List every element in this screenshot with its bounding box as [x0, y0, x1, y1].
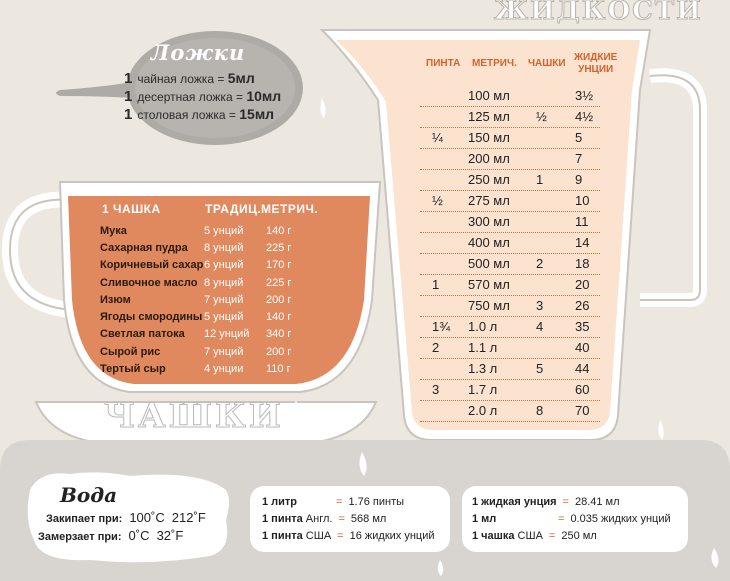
table-row: 1¾ 1.0 л 4 35 [420, 316, 600, 338]
spoon-row-dessert: 1 десертная ложка = 10мл [124, 88, 282, 105]
cup-header-metric: МЕТРИЧ. [261, 202, 319, 216]
ingredient-name: Ягоды смородины [100, 311, 203, 324]
spoons-title: Ложки [150, 40, 246, 65]
table-row: ¼ 150 мл 5 [420, 127, 600, 149]
table-row: 2 1.1 л 40 [420, 337, 600, 359]
table-row: 400 мл 14 [420, 232, 600, 254]
metric-value: 200 г [266, 293, 292, 306]
metric-value: 225 г [266, 276, 292, 289]
conversion-right-1: 1 мл = 0.035 жидких унций [472, 513, 671, 525]
trad-value: 5 унций [204, 224, 244, 237]
table-row: 250 мл 1 9 [420, 169, 600, 191]
table-row: 200 мл 7 [420, 148, 600, 170]
trad-value: 6 унций [204, 259, 244, 272]
metric-value: 110 г [266, 363, 291, 376]
water-boil: Закипает при: 100˚С 212˚F [46, 510, 206, 525]
cups-heading: ЧАШКИ [104, 396, 284, 436]
trad-value: 8 унций [204, 241, 244, 254]
trad-value: 4 унции [204, 363, 244, 376]
conversion-right-0: 1 жидкая унция = 28.41 мл [472, 496, 620, 508]
table-row: 2.0 л 8 70 [420, 400, 600, 422]
trad-value: 8 унций [204, 276, 244, 289]
table-row: 3 1.7 л 60 [420, 379, 600, 401]
table-row: 500 мл 2 18 [420, 253, 600, 275]
liquids-heading: ЖИДКОСТИ [494, 0, 703, 26]
table-row: 125 мл ½ 4½ [420, 106, 600, 128]
trad-value: 7 унций [204, 293, 244, 306]
metric-value: 170 г [266, 259, 292, 272]
conversion-right-2: 1 чашка США = 250 мл [472, 530, 597, 542]
jug-header-cups: ЧАШКИ [528, 58, 566, 69]
table-row: 1.3 л 5 44 [420, 358, 600, 380]
water-freeze: Замерзает при: 0˚С 32˚F [38, 528, 184, 543]
table-row: ½ 275 мл 10 [420, 190, 600, 212]
conversion-left-2: 1 пинта США = 16 жидких унций [262, 530, 435, 542]
trad-value: 5 унций [204, 311, 244, 324]
spoon-row-tablespoon: 1 столовая ложка = 15мл [124, 106, 275, 123]
metric-value: 140 г [266, 311, 292, 324]
metric-value: 225 г [266, 241, 292, 254]
ingredient-name: Изюм [100, 293, 131, 306]
conversion-left-1: 1 пинта Англ. = 568 мл [262, 513, 387, 525]
table-row: 1 570 мл 20 [420, 274, 600, 296]
jug-header-pint: ПИНТА [426, 58, 461, 69]
metric-value: 200 г [266, 345, 292, 358]
ingredient-name: Мука [100, 224, 127, 237]
ingredient-name: Сливочное масло [100, 276, 198, 289]
conversion-left-0: 1 литр = 1.76 пинты [262, 496, 405, 508]
spoon-row-teaspoon: 1 чайная ложка = 5мл [124, 70, 255, 87]
table-row: 100 мл 3½ [420, 85, 600, 107]
trad-value: 12 унций [204, 328, 250, 341]
metric-value: 340 г [266, 328, 292, 341]
ingredient-name: Тертый сыр [100, 363, 166, 376]
ingredient-name: Сахарная пудра [100, 241, 188, 254]
ingredient-name: Коричневый сахар [100, 259, 204, 272]
ingredient-name: Светлая патока [100, 328, 185, 341]
jug-header-metric: МЕТРИЧ. [472, 58, 517, 69]
trad-value: 7 унций [204, 345, 244, 358]
cup-header-trad: ТРАДИЦ. [205, 202, 262, 216]
water-title: Вода [60, 483, 118, 507]
metric-value: 140 г [266, 224, 292, 237]
table-row: 300 мл 11 [420, 211, 600, 233]
jug-header-oz: ЖИДКИЕ УНЦИИ [574, 52, 618, 75]
ingredient-name: Сырой рис [100, 345, 161, 358]
table-row: 750 мл 3 26 [420, 295, 600, 317]
cup-header-cup: 1 ЧАШКА [102, 202, 161, 216]
